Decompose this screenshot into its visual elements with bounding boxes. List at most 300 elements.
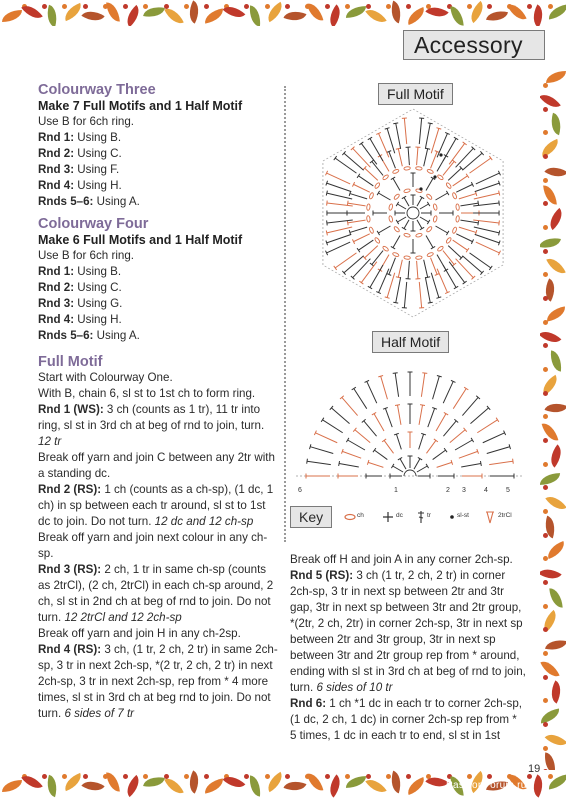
chain-stitch	[433, 204, 438, 211]
page-title-tab	[403, 30, 545, 60]
colourway-three-row	[38, 146, 278, 162]
treble-stitch-top	[385, 128, 390, 129]
treble-stitch-top	[436, 128, 441, 129]
treble-stitch	[470, 253, 491, 268]
left-column	[38, 82, 278, 722]
round-2-label: Rnd 2 (RS):	[38, 483, 102, 496]
treble-stitch	[397, 204, 406, 209]
leaf-icon	[540, 235, 561, 251]
treble-stitch	[417, 147, 418, 165]
leaf-icon	[545, 637, 566, 653]
key-label: Key	[290, 506, 332, 528]
break-yarn-note-2: Break off yarn and join next colour in any ch-sp.	[38, 531, 268, 560]
treble-stitch	[342, 397, 358, 415]
round-3-text: 2 ch, 1 tr in same ch-sp (counts as 2trCl), (2 ch, 2trCl) in each ch-sp around, 2 ch, sl st in 2nd ch at beg of rnd to join. Do not turn.	[38, 563, 274, 624]
treble-stitch	[420, 204, 429, 209]
half-motif-diagram-label: Half Motif	[372, 331, 449, 353]
treble-stitch	[462, 153, 482, 170]
berry-icon	[543, 485, 548, 490]
treble-stitch	[459, 194, 476, 199]
treble-stitch-top	[478, 201, 479, 206]
colourway-four-row	[38, 280, 278, 296]
leaf-icon	[203, 8, 225, 23]
treble-stitch	[354, 184, 370, 192]
treble-stitch	[456, 234, 472, 242]
leaf-icon	[284, 7, 307, 26]
treble-stitch	[353, 259, 371, 278]
full-motif-heading: Full Motif	[38, 354, 103, 370]
berry-icon	[204, 4, 209, 9]
treble-stitch	[355, 430, 370, 443]
leaf-icon	[540, 473, 560, 485]
berry-icon	[244, 4, 249, 9]
berry-icon	[543, 746, 548, 751]
treble-stitch-top	[464, 387, 468, 390]
round-number-label: 1	[394, 487, 398, 494]
treble-stitch-top	[321, 418, 324, 422]
berry-icon	[265, 774, 270, 779]
row-text: Using B.	[74, 131, 122, 144]
treble-stitch-top	[334, 156, 337, 160]
key-2trcl: 2trCl	[498, 512, 512, 519]
berry-icon	[543, 296, 548, 301]
round-2-count: 12 dc and 12 ch-sp	[154, 515, 254, 528]
chain-stitch	[427, 169, 434, 174]
berry-icon	[123, 4, 128, 9]
treble-stitch	[462, 397, 478, 415]
treble-stitch-top	[327, 220, 328, 225]
berry-icon	[527, 4, 532, 9]
key-symbols	[290, 506, 530, 528]
treble-icon	[418, 511, 424, 523]
treble-stitch	[475, 234, 500, 243]
berry-icon	[325, 774, 330, 779]
leaf-icon	[546, 681, 566, 704]
treble-stitch-top	[393, 123, 398, 124]
berry-icon	[204, 774, 209, 779]
two-treble-cluster-icon	[486, 512, 494, 523]
treble-stitch-top	[436, 297, 441, 298]
leaf-icon	[164, 774, 184, 797]
colourway-four-rows	[38, 264, 278, 344]
colourway-four-subheading: Make 6 Full Motifs and 1 Half Motif	[38, 233, 243, 247]
treble-stitch	[436, 193, 448, 200]
chain-stitch	[374, 237, 380, 244]
treble-stitch	[455, 440, 472, 450]
treble-stitch	[448, 246, 461, 258]
treble-stitch	[420, 217, 429, 222]
treble-stitch	[367, 381, 377, 403]
treble-stitch-top	[393, 302, 398, 303]
treble-stitch	[389, 258, 396, 275]
treble-stitch-top	[466, 248, 469, 252]
row-text: Using C.	[74, 147, 122, 160]
treble-stitch	[379, 269, 389, 293]
treble-stitch	[372, 251, 383, 265]
chain-stitch	[393, 226, 400, 233]
treble-stitch	[453, 389, 466, 409]
row-label: Rnds 5–6:	[38, 195, 94, 208]
round-2-instruction	[38, 482, 278, 530]
row-label: Rnds 5–6:	[38, 329, 94, 342]
berry-icon	[345, 4, 350, 9]
treble-stitch	[462, 256, 482, 273]
leaf-icon	[284, 777, 307, 796]
berry-icon	[42, 4, 47, 9]
treble-stitch-top	[396, 148, 401, 149]
full-motif-intro: Start with Colourway One.	[38, 371, 173, 384]
treble-stitch-top	[310, 444, 311, 449]
treble-stitch	[404, 220, 409, 229]
berry-icon	[543, 178, 548, 183]
half-motif-chart	[290, 352, 530, 496]
treble-stitch-top	[420, 405, 425, 406]
chain-stitch	[369, 192, 374, 199]
treble-stitch	[327, 234, 352, 243]
row-label: Rnd 3:	[38, 297, 75, 310]
page-number: 19	[528, 763, 541, 775]
chain-stitch	[426, 193, 433, 200]
chain-stitch	[392, 169, 399, 174]
treble-stitch	[344, 153, 364, 170]
treble-stitch	[327, 173, 351, 184]
treble-stitch	[470, 408, 488, 424]
chain-stitch	[374, 182, 380, 189]
treble-stitch-top	[496, 418, 499, 422]
colourway-three-section	[38, 82, 278, 210]
leaf-icon	[248, 5, 262, 26]
colourway-three-intro: Use B for 6ch ring.	[38, 115, 135, 128]
leaf-icon	[405, 777, 428, 795]
treble-stitch	[385, 408, 392, 427]
treble-stitch	[335, 253, 356, 268]
berry-icon	[406, 4, 411, 9]
key-dc: dc	[396, 512, 403, 519]
round-number-label: 2	[446, 487, 450, 494]
treble-stitch	[393, 178, 400, 190]
chain-stitch	[388, 215, 393, 222]
row-label: Rnd 4:	[38, 313, 75, 326]
berry-icon	[548, 774, 553, 779]
round-1-text: 3 ch (counts as 1 tr), 11 tr into ring, sl st in 3rd ch at beg of rnd to join, turn.	[38, 403, 265, 432]
treble-stitch-top	[475, 230, 476, 235]
treble-stitch	[408, 147, 409, 165]
treble-stitch	[443, 381, 453, 403]
treble-stitch	[436, 226, 448, 233]
chain-stitch	[366, 204, 370, 211]
treble-stitch	[461, 463, 481, 466]
watermark: PassionForum.ru	[446, 780, 527, 791]
chain-stitch	[388, 204, 393, 211]
treble-stitch-top	[373, 448, 376, 452]
treble-stitch	[443, 161, 454, 175]
leaf-icon	[543, 753, 557, 770]
treble-stitch-top	[334, 266, 337, 270]
leaf-icon	[2, 10, 22, 22]
treble-stitch	[417, 197, 422, 206]
treble-stitch	[487, 447, 510, 454]
treble-stitch-top	[307, 459, 308, 464]
treble-stitch	[431, 152, 438, 169]
treble-stitch-top	[349, 191, 350, 196]
leaf-icon	[486, 8, 508, 24]
row-label: Rnd 2:	[38, 281, 75, 294]
treble-stitch	[404, 282, 406, 308]
treble-stitch	[483, 433, 505, 443]
berry-icon	[543, 201, 548, 206]
treble-stitch-top	[499, 230, 500, 235]
treble-stitch-top	[437, 376, 442, 377]
row-text: Using H.	[74, 179, 122, 192]
treble-stitch-top	[347, 201, 348, 206]
berry-icon	[265, 4, 270, 9]
treble-stitch	[404, 197, 409, 206]
chain-stitch	[369, 227, 374, 234]
berry-icon	[543, 249, 548, 254]
chain-stitch	[393, 193, 400, 200]
colourway-three-row	[38, 178, 278, 194]
treble-stitch	[378, 193, 390, 200]
treble-stitch	[453, 240, 468, 250]
colourway-four-row	[38, 328, 278, 344]
treble-stitch	[433, 376, 440, 399]
treble-stitch	[372, 161, 383, 175]
treble-stitch	[425, 123, 430, 149]
leaf-icon	[106, 2, 120, 23]
leaf-icon	[546, 255, 566, 278]
treble-stitch-top	[339, 461, 340, 466]
page-title: Accessory	[414, 32, 523, 58]
treble-stitch	[476, 173, 500, 184]
row-text: Using A.	[93, 195, 140, 208]
round-1-instruction	[38, 402, 278, 450]
colourway-three-heading: Colourway Three	[38, 82, 156, 98]
round-3-count: 12 2trCl and 12 2ch-sp	[64, 611, 182, 624]
berry-icon	[548, 4, 553, 9]
round-3-label: Rnd 3 (RS):	[38, 563, 102, 576]
berry-icon	[467, 4, 472, 9]
treble-stitch-top	[428, 123, 433, 124]
treble-stitch	[437, 133, 447, 157]
berry-icon	[143, 4, 148, 9]
row-label: Rnd 1:	[38, 131, 75, 144]
treble-stitch	[354, 234, 370, 242]
treble-stitch	[408, 261, 409, 279]
treble-stitch	[344, 256, 364, 273]
leaf-icon	[307, 1, 324, 23]
slip-stitch	[439, 153, 442, 156]
treble-stitch	[419, 434, 424, 449]
berry-icon	[325, 4, 330, 9]
chain-stitch	[404, 166, 411, 170]
treble-stitch	[327, 242, 351, 253]
berry-icon	[543, 83, 548, 88]
treble-stitch-top	[466, 174, 469, 178]
treble-stitch	[477, 420, 497, 433]
treble-stitch	[339, 463, 359, 466]
treble-stitch	[456, 259, 474, 278]
treble-stitch	[459, 451, 478, 458]
leaf-icon	[2, 780, 22, 792]
leaf-icon	[203, 778, 225, 793]
berry-icon	[345, 774, 350, 779]
round-5-label: Rnd 5 (RS):	[290, 569, 354, 582]
round-5-instruction	[290, 568, 526, 696]
treble-stitch	[358, 176, 373, 186]
full-motif-diagram-label: Full Motif	[378, 83, 453, 105]
berry-icon	[543, 391, 548, 396]
colourway-three-row	[38, 162, 278, 178]
treble-stitch-top	[489, 266, 492, 270]
round-4-count: 6 sides of 7 tr	[64, 707, 135, 720]
chain-stitch	[366, 215, 370, 222]
round-4-instruction	[38, 642, 278, 722]
center-ring	[407, 207, 419, 219]
treble-stitch	[374, 450, 387, 459]
leaf-icon	[508, 0, 527, 23]
treble-stitch	[431, 258, 438, 275]
berry-icon	[366, 774, 371, 779]
row-text: Using C.	[74, 281, 122, 294]
leaf-icon	[546, 71, 566, 83]
treble-stitch	[437, 462, 452, 467]
treble-stitch	[354, 389, 367, 409]
treble-stitch	[353, 148, 371, 167]
colourway-four-row	[38, 312, 278, 328]
leaf-icon	[405, 7, 428, 25]
leaf-icon	[549, 351, 563, 372]
treble-stitch	[398, 149, 402, 167]
berry-icon	[543, 580, 548, 585]
berry-icon	[543, 698, 548, 703]
row-text: Using A.	[93, 329, 140, 342]
berry-icon	[543, 627, 548, 632]
treble-stitch	[358, 240, 373, 250]
treble-stitch-top	[425, 277, 430, 278]
treble-stitch	[419, 405, 422, 425]
colourway-three-row	[38, 194, 278, 210]
berry-icon	[386, 774, 391, 779]
treble-stitch	[443, 421, 456, 436]
colourway-three-subheading: Make 7 Full Motifs and 1 Half Motif	[38, 99, 243, 113]
treble-stitch	[350, 194, 367, 199]
leaf-icon	[545, 491, 566, 514]
treble-stitch	[384, 440, 393, 453]
chain-stitch	[404, 188, 411, 193]
row-text: Using G.	[74, 297, 123, 310]
colourway-four-intro: Use B for 6ch ring.	[38, 249, 135, 262]
treble-stitch	[419, 282, 421, 308]
round-6-instruction	[290, 696, 526, 744]
key-tr: tr	[427, 512, 431, 519]
slip-stitch	[419, 187, 422, 190]
treble-stitch	[417, 220, 422, 229]
treble-stitch-top	[352, 387, 356, 390]
treble-stitch	[323, 420, 343, 433]
treble-stitch	[421, 373, 424, 397]
treble-stitch-top	[396, 277, 401, 278]
treble-stitch	[310, 447, 333, 454]
round-4-text: 3 ch, (1 tr, 2 ch, 2 tr) in same 2ch-sp, 3 tr in next 2ch-sp, *(2 tr, 2 ch, 2 tr) in next 2ch-sp, 3 tr in next 2ch-sp, rep from * 4 more times, sl st in 3rd ch at beg rnd to join. Do not turn.	[38, 643, 278, 720]
treble-stitch	[335, 158, 356, 173]
treble-stitch	[424, 149, 428, 167]
round-1-count: 12 tr	[38, 435, 62, 448]
berry-icon	[543, 414, 548, 419]
treble-stitch-top	[357, 174, 360, 178]
treble-stitch	[393, 466, 403, 472]
treble-stitch	[396, 277, 401, 303]
chain-stitch	[452, 192, 457, 199]
slip-stitch-icon	[450, 515, 454, 519]
treble-stitch	[456, 184, 472, 192]
berry-icon	[543, 320, 548, 325]
double-crochet-icon	[383, 512, 393, 522]
berry-icon	[543, 343, 548, 348]
chain-icon	[345, 515, 355, 520]
treble-stitch	[456, 148, 474, 167]
treble-stitch	[327, 227, 352, 233]
chain-stitch	[433, 215, 438, 222]
chain-stitch	[392, 252, 399, 257]
berry-icon	[543, 272, 548, 277]
treble-stitch	[428, 408, 435, 427]
berry-icon	[543, 651, 548, 656]
berry-icon	[143, 774, 148, 779]
chain-stitch	[415, 166, 422, 170]
treble-stitch-top	[509, 444, 510, 449]
treble-stitch	[348, 440, 365, 450]
break-yarn-note-4: Break off H and join A in any corner 2ch-sp.	[290, 553, 513, 566]
treble-stitch-top	[357, 248, 360, 252]
leaf-icon	[248, 775, 262, 796]
berry-icon	[543, 367, 548, 372]
chain-stitch	[452, 227, 457, 234]
autumn-leaf-border-top	[0, 0, 566, 26]
round-number-label: 3	[462, 487, 466, 494]
colourway-three-rows	[38, 130, 278, 210]
berry-icon	[386, 4, 391, 9]
treble-stitch	[393, 236, 400, 248]
round-6-label: Rnd 6:	[290, 697, 327, 710]
treble-stitch	[327, 193, 352, 199]
colourway-four-section	[38, 216, 278, 344]
treble-stitch-top	[513, 459, 514, 464]
treble-stitch	[426, 178, 433, 190]
berry-icon	[244, 774, 249, 779]
treble-stitch-top	[475, 191, 476, 196]
key-ch: ch	[357, 512, 364, 519]
berry-icon	[487, 774, 492, 779]
treble-stitch-top	[395, 405, 400, 406]
row-label: Rnd 1:	[38, 265, 75, 278]
round-number-label: 5	[506, 487, 510, 494]
chain-stitch	[427, 252, 434, 257]
treble-stitch	[378, 226, 390, 233]
treble-stitch-top	[393, 373, 398, 374]
row-label: Rnd 3:	[38, 163, 75, 176]
round-5-count: 6 sides of 10 tr	[316, 681, 393, 694]
treble-stitch-top	[499, 191, 500, 196]
treble-stitch-top	[463, 142, 467, 145]
treble-stitch	[327, 183, 352, 192]
chain-stitch	[404, 233, 411, 238]
treble-stitch-top	[385, 297, 390, 298]
slip-stitch	[433, 175, 436, 178]
treble-stitch	[436, 414, 446, 431]
round-1-label: Rnd 1 (WS):	[38, 403, 104, 416]
treble-stitch	[431, 273, 439, 298]
treble-stitch	[433, 450, 446, 459]
